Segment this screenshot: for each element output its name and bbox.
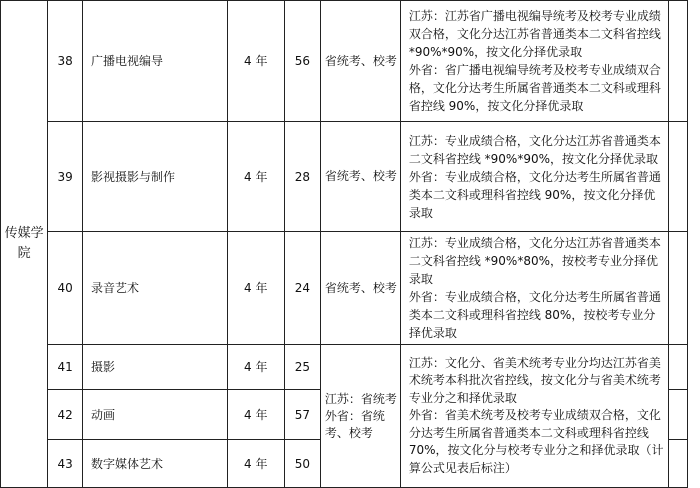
exam-type-merged: 江苏：省统考外省：省统考、校考	[320, 345, 400, 488]
blank-cell	[669, 232, 688, 345]
table-row	[1, 122, 688, 232]
row-number: 42	[48, 390, 83, 440]
table-row	[1, 232, 688, 345]
exam-type: 省统考、校考	[320, 1, 400, 122]
blank-cell	[669, 1, 688, 122]
row-number: 40	[48, 232, 83, 345]
blank-cell	[669, 122, 688, 232]
enrollment-quota: 50	[284, 440, 320, 488]
major-name: 数字媒体艺术	[83, 440, 228, 488]
rule-jiangsu: 江苏：专业成绩合格，文化分达江苏省普通类本二文科省控线 *90%*80%，按校考专业分择优录取	[408, 236, 661, 286]
major-name: 影视摄影与制作	[83, 122, 228, 232]
enrollment-quota: 24	[284, 232, 320, 345]
admission-rule-merged	[400, 345, 669, 488]
table-row	[1, 345, 688, 390]
rule-other-provinces: 外省：专业成绩合格，文化分达考生所属省普通类本二文科或理科省控线 80%，按校考专业分择优录取	[408, 290, 661, 340]
admission-rule	[400, 232, 669, 345]
row-number: 41	[48, 345, 83, 390]
major-name: 摄影	[83, 345, 228, 390]
admission-rule	[400, 122, 669, 232]
row-number: 38	[48, 1, 83, 122]
college-name: 传媒学院	[1, 1, 48, 488]
table-row	[1, 1, 688, 122]
rule-jiangsu: 江苏：江苏省广播电视编导统考及校考专业成绩双合格，文化分达江苏省普通类本二文科省控线 *90%*90%，按文化分择优录取	[408, 9, 661, 59]
study-years: 4 年	[227, 440, 284, 488]
study-years: 4 年	[227, 1, 284, 122]
study-years: 4 年	[227, 122, 284, 232]
major-name: 广播电视编导	[83, 1, 228, 122]
rule-jiangsu: 江苏：文化分、省美术统考专业分均达江苏省美术统考本科批次省控线，按文化分与省美术统考专业分之和择优录取	[408, 355, 661, 405]
row-number: 39	[48, 122, 83, 232]
rule-other-provinces: 外省：专业成绩合格，文化分达考生所属省普通类本二文科或理科省控线 90%，按文化分择优录取	[408, 169, 661, 220]
study-years: 4 年	[227, 345, 284, 390]
major-name: 动画	[83, 390, 228, 440]
blank-cell	[669, 440, 688, 488]
exam-type: 省统考、校考	[320, 232, 400, 345]
enrollment-quota: 57	[284, 390, 320, 440]
row-number: 43	[48, 440, 83, 488]
exam-type: 省统考、校考	[320, 122, 400, 232]
enrollment-quota: 25	[284, 345, 320, 390]
blank-cell	[669, 345, 688, 390]
enrollment-quota: 56	[284, 1, 320, 122]
rule-other-provinces: 外省：省美术统考及校考专业成绩双合格，文化分达考生所属省普通类本二文科或理科省控线 70%，按文化分与校考专业分之和择优录取（计算公式见表后标注）	[408, 408, 664, 475]
major-name: 录音艺术	[83, 232, 228, 345]
study-years: 4 年	[227, 232, 284, 345]
rule-other-provinces: 外省：省广播电视编导统考及校考专业成绩双合格，文化分达考生所属省普通类本二文科或理科省控线 90%，按文化分择优录取	[408, 63, 661, 113]
enrollment-quota: 28	[284, 122, 320, 232]
admission-rule	[400, 1, 669, 122]
blank-cell	[669, 390, 688, 440]
study-years: 4 年	[227, 390, 284, 440]
rule-jiangsu: 江苏：专业成绩合格，文化分达江苏省普通类本二文科省控线 *90%*90%，按文化分择优录取	[408, 133, 661, 166]
